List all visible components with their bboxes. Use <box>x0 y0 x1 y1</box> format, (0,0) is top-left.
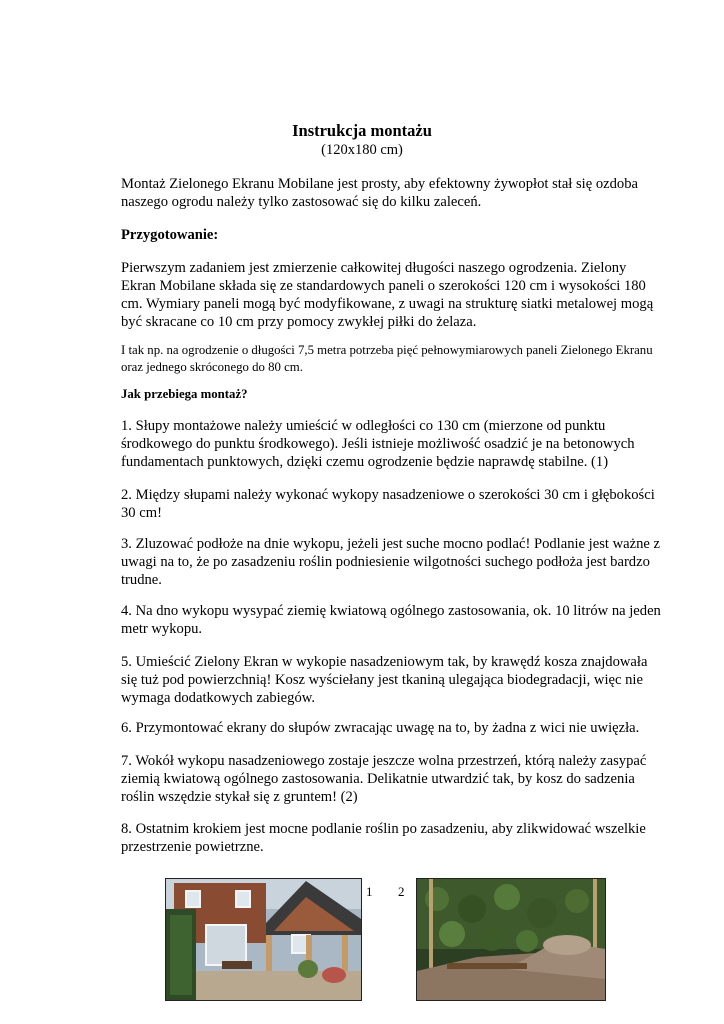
page-subtitle: (120x180 cm) <box>321 142 403 158</box>
step-4: 4. Na dno wykopu wysypać ziemię kwiatową ogólnego zastosowania, ok. 10 litrów na jeden metr wykopu. <box>121 603 661 637</box>
prep-heading: Przygotowanie: <box>121 227 219 243</box>
figure-label-1: 1 <box>366 884 373 899</box>
planting-photo-illustration <box>417 879 605 1000</box>
step-3: 3. Zluzować podłoże na dnie wykopu, jeżeli jest suche mocno podlać! Podlanie jest ważne z uwagi na to, że po zasadzeniu roślin podniesienie wilgotności suchego podłoża jest bardzo trudne. <box>121 536 660 588</box>
photo-planting <box>416 878 606 1001</box>
intro-paragraph: Montaż Zielonego Ekranu Mobilane jest prosty, aby efektowny żywopłot stał się ozdoba naszego ogrodu należy tylko zastosować się do kilku zaleceń. <box>121 176 639 210</box>
house-photo-illustration <box>166 879 361 1000</box>
step-1: 1. Słupy montażowe należy umieścić w odległości co 130 cm (mierzone od punktu środkowego do punktu środkowego). Jeśli istnieje możliwość osadzić je na betonowych fundamentach punktowych, dzięki czemu ogrodzenie będzie naprawdę stabilne. (1) <box>121 418 635 470</box>
step-6: 6. Przymontować ekrany do słupów zwracając uwagę na to, by żadna z wici nie uwięzła. <box>121 720 640 736</box>
figure-label-2: 2 <box>398 884 405 899</box>
step-2: 2. Między słupami należy wykonać wykopy nasadzeniowe o szerokości 30 cm i głębokości 30 cm! <box>121 487 655 521</box>
page-title: Instrukcja montażu <box>292 121 432 140</box>
prep-paragraph: Pierwszym zadaniem jest zmierzenie całkowitej długości naszego ogrodzenia. Zielony Ekran Mobilane składa się ze standardowych paneli o szerokości 120 cm i wysokości 180 cm. Wymiary paneli mogą być modyfikowane, z uwagi na strukturę siatki metalowej mogą być skracane co 10 cm przy pomocy zwykłej piłki do żelaza. <box>121 260 654 330</box>
step-5: 5. Umieścić Zielony Ekran w wykopie nasadzeniowym tak, by krawędź kosza znajdowała się tuż pod powierzchnią! Kosz wyściełany jest tkaniną ulegająca biodegradacji, więc nie wymaga dodatkowych zabiegów. <box>121 654 648 706</box>
steps-heading: Jak przebiega montaż? <box>121 387 248 401</box>
example-paragraph: I tak np. na ogrodzenie o długości 7,5 metra potrzeba pięć pełnowymiarowych paneli Zielonego Ekranu oraz jednego skróconego do 80 cm. <box>121 343 653 374</box>
step-7: 7. Wokół wykopu nasadzeniowego zostaje jeszcze wolna przestrzeń, którą należy zasypać ziemią kwiatową ogólnego zastosowania. Delikatnie utwardzić tak, by kosz do sadzenia roślin wszędzie stykał się z gruntem! (2) <box>121 753 647 805</box>
step-8: 8. Ostatnim krokiem jest mocne podlanie roślin po zasadzeniu, aby zlikwidować wszelkie przestrzenie powietrzne. <box>121 821 646 855</box>
photo-house <box>165 878 362 1001</box>
